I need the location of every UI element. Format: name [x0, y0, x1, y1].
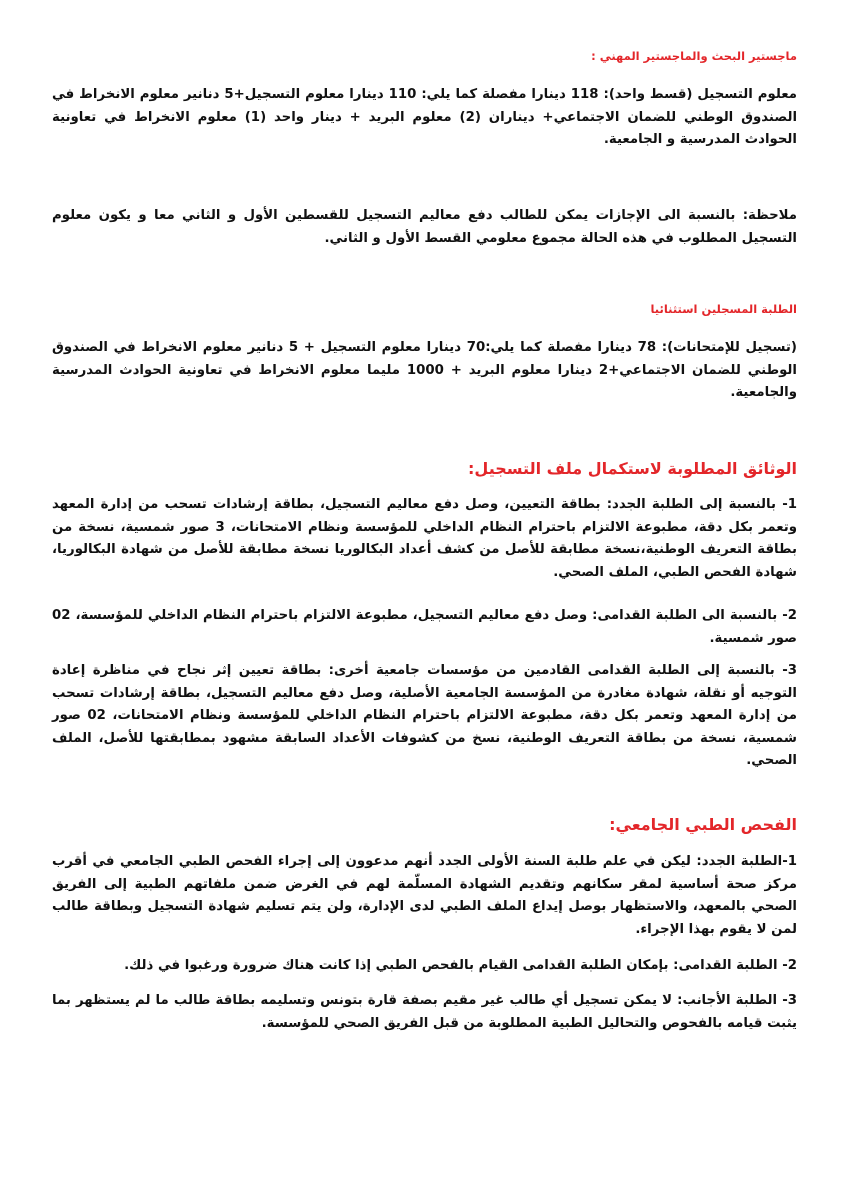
section-heading-exceptional-students: الطلبة المسجلين استثنائيا	[650, 302, 797, 316]
paragraph-note: ملاحظة: بالنسبة الى الإجازات يمكن للطالب دفع معاليم التسجيل للقسطين الأول و الثاني معا و يكون معلوم التسجيل المطلوب في هذه الحالة مجموع معلومي القسط الأول و الثاني.	[52, 208, 797, 246]
section-heading-masters: ماجستير البحث والماجستير المهني :	[591, 49, 797, 63]
section-heading-medical-exam: الفحص الطبي الجامعي:	[609, 815, 797, 834]
paragraph-returning-students-documents: 2- بالنسبة الى الطلبة القدامى: وصل دفع معاليم التسجيل، مطبوعة الالتزام باحترام النظام الداخلي للمؤسسة، 02 صور شمسية.	[52, 608, 797, 646]
paragraph-returning-students-medical: 2- الطلبة القدامى: بإمكان الطلبة القدامى القيام بالفحص الطبي إذا كانت هناك ضرورة ورغبوا في ذلك.	[124, 958, 797, 973]
paragraph-registration-fee: معلوم التسجيل (قسط واحد): 118 دينارا مفصلة كما يلي: 110 دينارا معلوم التسجيل+5 دنانير معلوم الانخراط في الصندوق الوطني للضمان الاجتماعي+ ديناران (2) معلوم البريد + دينار واحد (1) معلوم الانخراط في تعاونية الحوادث المدرسية و الجامعية.	[52, 87, 798, 147]
paragraph-transfer-students-documents: 3- بالنسبة إلى الطلبة القدامى القادمين من مؤسسات جامعية أخرى: بطاقة تعيين إثر نجاح في مناظرة إعادة التوجيه أو نقلة، شهادة مغادرة من المؤسسة الجامعية الأصلية، وصل دفع معاليم التسجيل، بطاقة إرشادات تسحب من إدارة المعهد وتعمر بكل دقة، مطبوعة الالتزام باحترام النظام الداخلي للمؤسسة ونظام الامتحانات، 02 صور شمسية، نسخة من بطاقة التعريف الوطنية، نسخ من كشوفات الأعداد السابقة مشهود بمطابقتها للأصل، الملف الصحي.	[52, 663, 797, 768]
paragraph-new-students-documents: 1- بالنسبة إلى الطلبة الجدد: بطاقة التعيين، وصل دفع معاليم التسجيل، بطاقة إرشادات تسحب من إدارة المعهد وتعمر بكل دقة، مطبوعة الالتزام باحترام النظام الداخلي للمؤسسة ونظام الامتحانات، 3 صور شمسية، نسخة من بطاقة التعريف الوطنية،نسخة مطابقة للأصل من كشف أعداد البكالوريا نسخة مطابقة للأصل من شهادة البكالوريا، شهادة الفحص الطبي، الملف الصحي.	[52, 497, 797, 580]
section-heading-required-documents: الوثائق المطلوبة لاستكمال ملف التسجيل:	[468, 459, 797, 478]
paragraph-exam-registration: (تسجيل للإمتحانات): 78 دينارا مفصلة كما يلي:70 دينارا معلوم التسجيل + 5 دنانير معلوم الانخراط في الصندوق الوطني للضمان الاجتماعي+2 دينارا معلوم البريد + 1000 مليما معلوم الانخراط في تعاونية الحوادث المدرسية والجامعية.	[52, 340, 797, 400]
paragraph-new-students-medical: 1-الطلبة الجدد: ليكن في علم طلبة السنة الأولى الجدد أنهم مدعوون إلى إجراء الفحص الطبي الجامعي في أقرب مركز صحة أساسية لمقر سكانهم وتقديم الشهادة المسلّمة لهم في الغرض ضمن ملفاتهم الطبية إلى الفريق الصحي بالمعهد، والاستظهار بوصل إيداع الملف الطبي لدى الإدارة، ولن يتم تسليم شهادة التسجيل وبطاقة طالب لمن لا يقوم بهذا الإجراء.	[52, 854, 797, 937]
paragraph-foreign-students-medical: 3- الطلبة الأجانب: لا يمكن تسجيل أي طالب غير مقيم بصفة قارة بتونس وتسليمه بطاقة طالب ما لم يستظهر بما يثبت قيامه بالفحوص والتحاليل الطبية المطلوبة من قبل الفريق الصحي للمؤسسة.	[52, 993, 797, 1031]
